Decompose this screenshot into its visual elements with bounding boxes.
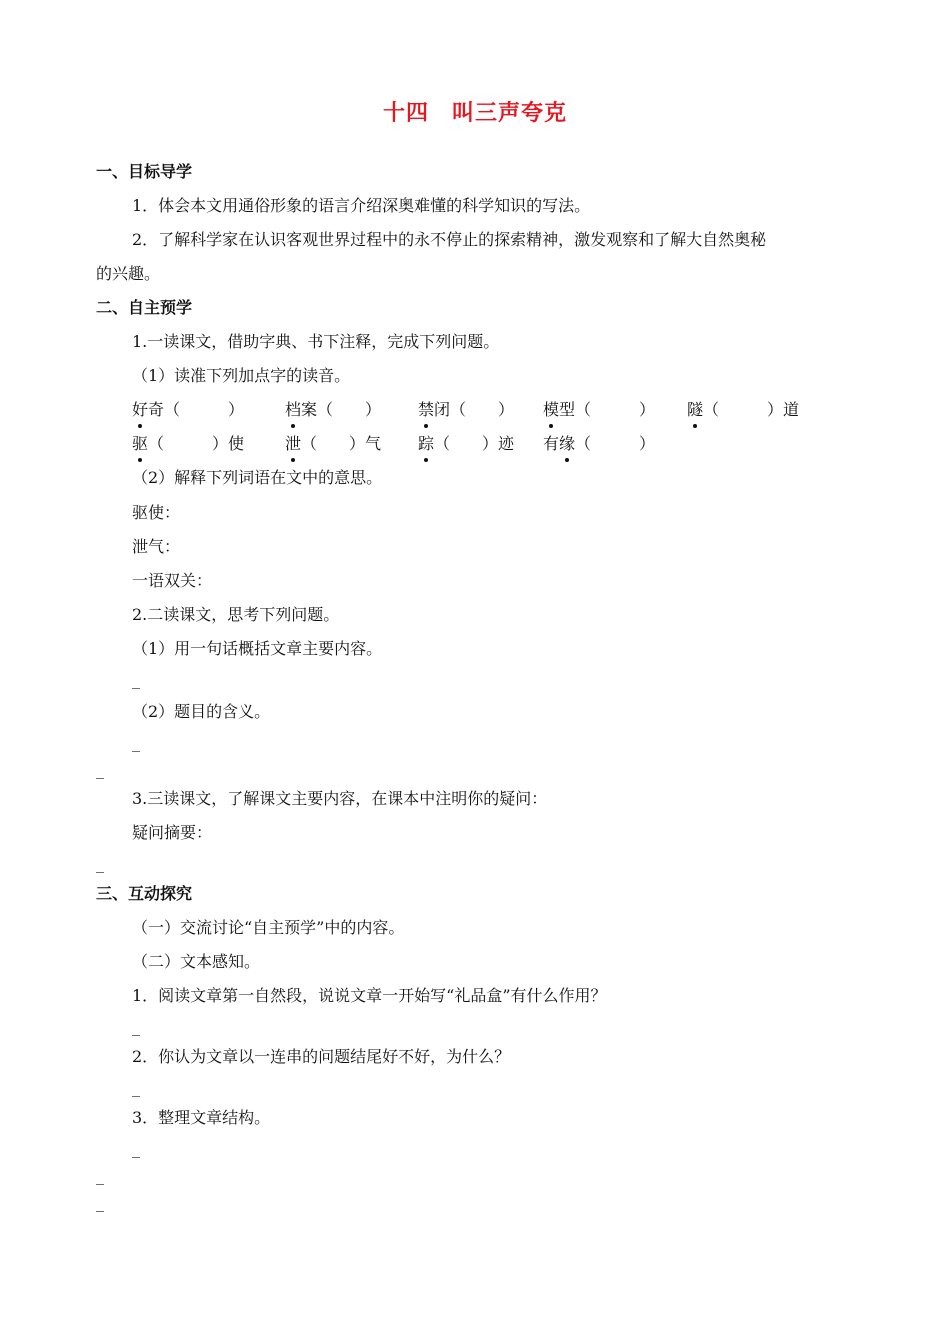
section-heading-goals: 一、目标导学 <box>96 162 193 181</box>
answer-line[interactable]: _ <box>96 854 104 873</box>
answer-blank: （ ）气 <box>301 434 382 453</box>
pronunciation-item <box>543 433 655 455</box>
answer-blank: （ ）道 <box>703 400 800 419</box>
dotted-char: 驱 <box>132 434 149 453</box>
answer-blank: （ ）迹 <box>434 434 515 453</box>
text-question-2: 2．你认为文章以一连串的问题结尾好不好，为什么？ <box>132 1047 511 1066</box>
pronunciation-item <box>687 399 799 421</box>
question-1: 1.一读课文，借助字典、书下注释，完成下列问题。 <box>132 332 500 351</box>
answer-blank: （ ） <box>575 434 656 453</box>
plain-char: 有 <box>543 434 560 453</box>
pronunciation-item <box>543 399 655 421</box>
answer-line[interactable]: _ <box>96 1166 104 1185</box>
answer-blank: 型（ ） <box>559 400 656 419</box>
dotted-char: 好 <box>132 400 149 419</box>
question-3: 3.三读课文，了解课文主要内容，在课本中注明你的疑问： <box>132 789 548 808</box>
word-xieqi: 泄气： <box>132 537 181 556</box>
answer-blank: （ ）使 <box>148 434 245 453</box>
question-2-part-2: （2）题目的含义。 <box>132 702 271 721</box>
answer-blank: 奇（ ） <box>148 400 245 419</box>
question-2-part-1: （1）用一句话概括文章主要内容。 <box>132 639 383 658</box>
explore-part-2: （二）文本感知。 <box>132 952 261 971</box>
dotted-char: 泄 <box>285 434 302 453</box>
question-2: 2.二读课文，思考下列问题。 <box>132 605 340 624</box>
goal-item-1: 1．体会本文用通俗形象的语言介绍深奥难懂的科学知识的写法。 <box>132 196 591 215</box>
pronunciation-item <box>132 399 244 421</box>
goal-item-2-continued: 的兴趣。 <box>96 264 161 283</box>
pronunciation-item <box>132 433 244 455</box>
answer-line[interactable]: _ <box>96 760 104 779</box>
section-heading-explore: 三、互动探究 <box>96 884 193 903</box>
page-title: 十四 叫三声夸克 <box>382 101 567 126</box>
question-1-part-2: （2）解释下列词语在文中的意思。 <box>132 468 383 487</box>
answer-line[interactable]: _ <box>132 1078 140 1097</box>
answer-line[interactable]: _ <box>132 1017 140 1036</box>
text-question-3: 3．整理文章结构。 <box>132 1108 271 1127</box>
answer-blank: 闭（ ） <box>434 400 515 419</box>
section-heading-preview: 二、自主预学 <box>96 298 193 317</box>
pronunciation-item <box>285 399 381 421</box>
answer-line[interactable]: _ <box>132 670 140 689</box>
explore-part-1: （一）交流讨论“自主预学”中的内容。 <box>132 918 405 937</box>
pronunciation-item <box>418 399 514 421</box>
dotted-char: 模 <box>543 400 560 419</box>
word-yiyushuangguan: 一语双关： <box>132 571 213 590</box>
dotted-char: 禁 <box>418 400 435 419</box>
dotted-char: 档 <box>285 400 302 419</box>
answer-line[interactable]: _ <box>132 733 140 752</box>
goal-item-2: 2．了解科学家在认识客观世界过程中的永不停止的探索精神，激发观察和了解大自然奥秘 <box>132 230 767 249</box>
question-1-part-1: （1）读准下列加点字的读音。 <box>132 366 351 385</box>
dotted-char: 隧 <box>687 400 704 419</box>
question-3-summary: 疑问摘要： <box>132 823 213 842</box>
answer-line[interactable]: _ <box>96 1193 104 1212</box>
pronunciation-item <box>285 433 381 455</box>
pronunciation-item <box>418 433 514 455</box>
answer-line[interactable]: _ <box>132 1139 140 1158</box>
dotted-char: 缘 <box>559 434 576 453</box>
answer-blank: 案（ ） <box>301 400 382 419</box>
word-qushi: 驱使： <box>132 503 181 522</box>
dotted-char: 踪 <box>418 434 435 453</box>
text-question-1: 1．阅读文章第一自然段，说说文章一开始写“礼品盒”有什么作用？ <box>132 986 607 1005</box>
